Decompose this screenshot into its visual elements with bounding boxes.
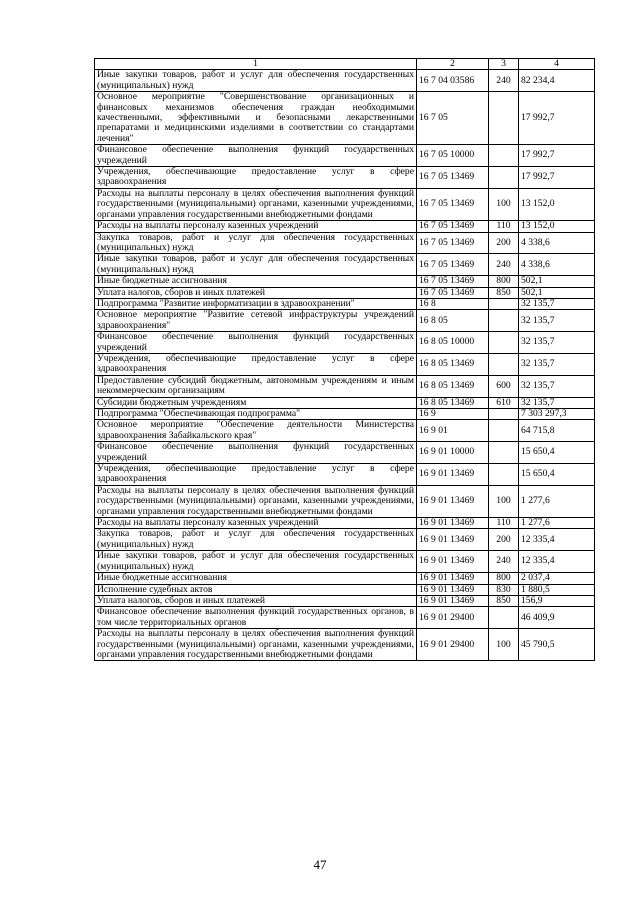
target-item-code-cell: 16 9 01	[417, 420, 489, 442]
expense-type-cell	[489, 145, 519, 167]
table-row	[95, 167, 595, 189]
target-item-code-cell: 16 9	[417, 409, 489, 420]
expense-name-cell: Уплата налогов, сборов и иных платежей	[95, 287, 417, 298]
table-row	[95, 232, 595, 254]
target-item-code-cell: 16 8 05 10000	[417, 332, 489, 354]
expense-name-cell: Исполнение судебных актов	[95, 584, 417, 595]
expense-type-cell	[489, 353, 519, 375]
expense-type-cell	[489, 409, 519, 420]
expense-name-cell: Закупка товаров, работ и услуг для обеспечения государственных (муниципальных) нужд	[95, 232, 417, 254]
table-row	[95, 287, 595, 298]
column-number-1: 1	[95, 59, 417, 70]
table-row	[95, 420, 595, 442]
expense-name-cell: Финансовое обеспечение выполнения функций государственных органов, в том числе территориальных органов	[95, 607, 417, 629]
expense-type-cell: 800	[489, 276, 519, 287]
column-number-3: 3	[489, 59, 519, 70]
target-item-code-cell: 16 9 01 29400	[417, 629, 489, 661]
expense-name-cell: Подпрограмма "Развитие информатизации в здравоохранении"	[95, 298, 417, 309]
table-row	[95, 584, 595, 595]
target-item-code-cell: 16 8 05 13469	[417, 375, 489, 397]
amount-cell: 15 650,4	[519, 464, 595, 486]
target-item-code-cell: 16 7 05 13469	[417, 167, 489, 189]
table-row	[95, 332, 595, 354]
amount-cell: 13 152,0	[519, 221, 595, 232]
target-item-code-cell: 16 7 05	[417, 92, 489, 145]
table-row	[95, 485, 595, 517]
table-row	[95, 397, 595, 408]
target-item-code-cell: 16 9 01 10000	[417, 442, 489, 464]
column-number-2: 2	[417, 59, 489, 70]
expense-type-cell: 110	[489, 518, 519, 529]
target-item-code-cell: 16 7 05 13469	[417, 287, 489, 298]
expense-name-cell: Субсидии бюджетным учреждениям	[95, 397, 417, 408]
expense-name-cell: Иные бюджетные ассигнования	[95, 276, 417, 287]
expense-type-cell: 100	[489, 629, 519, 661]
target-item-code-cell: 16 9 01 29400	[417, 607, 489, 629]
expense-name-cell: Основное мероприятие "Обеспечение деятельности Министерства здравоохранения Забайкальского края"	[95, 420, 417, 442]
expense-type-cell	[489, 442, 519, 464]
amount-cell: 82 234,4	[519, 70, 595, 92]
expense-name-cell: Расходы на выплаты персоналу казенных учреждений	[95, 221, 417, 232]
target-item-code-cell: 16 9 01 13469	[417, 573, 489, 584]
amount-cell: 156,9	[519, 595, 595, 606]
target-item-code-cell: 16 8 05 13469	[417, 353, 489, 375]
target-item-code-cell: 16 7 05 10000	[417, 145, 489, 167]
amount-cell: 1 277,6	[519, 485, 595, 517]
table-row	[95, 518, 595, 529]
target-item-code-cell: 16 9 01 13469	[417, 485, 489, 517]
amount-cell: 32 135,7	[519, 375, 595, 397]
amount-cell: 2 037,4	[519, 573, 595, 584]
table-row	[95, 353, 595, 375]
expense-type-cell	[489, 92, 519, 145]
expense-name-cell: Расходы на выплаты персоналу казенных учреждений	[95, 518, 417, 529]
expense-name-cell: Предоставление субсидий бюджетным, автономным учреждениям и иным некоммерческим организациям	[95, 375, 417, 397]
amount-cell: 502,1	[519, 276, 595, 287]
expense-type-cell: 100	[489, 188, 519, 220]
expense-type-cell: 100	[489, 485, 519, 517]
table-row	[95, 298, 595, 309]
table-row	[95, 409, 595, 420]
expense-name-cell: Финансовое обеспечение выполнения функций государственных учреждений	[95, 442, 417, 464]
amount-cell: 45 790,5	[519, 629, 595, 661]
table-row	[95, 188, 595, 220]
expense-type-cell	[489, 298, 519, 309]
amount-cell: 32 135,7	[519, 397, 595, 408]
table-row	[95, 573, 595, 584]
amount-cell: 12 335,4	[519, 529, 595, 551]
expense-type-cell	[489, 332, 519, 354]
amount-cell: 13 152,0	[519, 188, 595, 220]
expense-type-cell	[489, 167, 519, 189]
budget-table	[94, 58, 595, 661]
target-item-code-cell: 16 9 01 13469	[417, 518, 489, 529]
target-item-code-cell: 16 9 01 13469	[417, 595, 489, 606]
amount-cell: 15 650,4	[519, 442, 595, 464]
expense-type-cell	[489, 464, 519, 486]
table-row	[95, 607, 595, 629]
target-item-code-cell: 16 8 05	[417, 310, 489, 332]
table-row	[95, 221, 595, 232]
amount-cell: 502,1	[519, 287, 595, 298]
budget-table-body	[95, 59, 595, 661]
amount-cell: 17 992,7	[519, 167, 595, 189]
table-row	[95, 310, 595, 332]
target-item-code-cell: 16 7 05 13469	[417, 232, 489, 254]
target-item-code-cell: 16 7 04 03586	[417, 70, 489, 92]
expense-name-cell: Расходы на выплаты персоналу в целях обеспечения выполнения функций государственными (муниципальными) органами, казенными учреждениями, органами управления государственными внебюджетными фондами	[95, 629, 417, 661]
expense-type-cell: 800	[489, 573, 519, 584]
target-item-code-cell: 16 7 05 13469	[417, 276, 489, 287]
expense-type-cell: 850	[489, 287, 519, 298]
amount-cell: 17 992,7	[519, 145, 595, 167]
table-row	[95, 529, 595, 551]
expense-type-cell: 850	[489, 595, 519, 606]
target-item-code-cell: 16 9 01 13469	[417, 551, 489, 573]
table-row	[95, 145, 595, 167]
table-row	[95, 276, 595, 287]
column-number-4: 4	[519, 59, 595, 70]
expense-name-cell: Иные закупки товаров, работ и услуг для обеспечения государственных (муниципальных) нужд	[95, 70, 417, 92]
expense-name-cell: Расходы на выплаты персоналу в целях обеспечения выполнения функций государственными (муниципальными) органами, казенными учреждениями, органами управления государственными внебюджетными фондами	[95, 188, 417, 220]
expense-name-cell: Подпрограмма "Обеспечивающая подпрограмма"	[95, 409, 417, 420]
amount-cell: 7 303 297,3	[519, 409, 595, 420]
amount-cell: 32 135,7	[519, 298, 595, 309]
target-item-code-cell: 16 8	[417, 298, 489, 309]
expense-type-cell: 240	[489, 551, 519, 573]
target-item-code-cell: 16 7 05 13469	[417, 221, 489, 232]
table-row	[95, 92, 595, 145]
expense-name-cell: Иные закупки товаров, работ и услуг для обеспечения государственных (муниципальных) нужд	[95, 551, 417, 573]
expense-type-cell: 200	[489, 529, 519, 551]
expense-type-cell	[489, 310, 519, 332]
expense-name-cell: Основное мероприятие "Развитие сетевой инфраструктуры учреждений здравоохранения"	[95, 310, 417, 332]
table-row	[95, 442, 595, 464]
expense-name-cell: Учреждения, обеспечивающие предоставление услуг в сфере здравоохранения	[95, 464, 417, 486]
expense-type-cell: 110	[489, 221, 519, 232]
table-row	[95, 254, 595, 276]
expense-type-cell: 610	[489, 397, 519, 408]
table-row	[95, 375, 595, 397]
target-item-code-cell: 16 9 01 13469	[417, 464, 489, 486]
expense-type-cell: 830	[489, 584, 519, 595]
amount-cell: 12 335,4	[519, 551, 595, 573]
column-number-row	[95, 59, 595, 70]
table-row	[95, 464, 595, 486]
amount-cell: 32 135,7	[519, 353, 595, 375]
expense-name-cell: Финансовое обеспечение выполнения функций государственных учреждений	[95, 145, 417, 167]
page-number: 47	[313, 857, 327, 872]
table-row	[95, 629, 595, 661]
target-item-code-cell: 16 9 01 13469	[417, 529, 489, 551]
amount-cell: 17 992,7	[519, 92, 595, 145]
table-row	[95, 70, 595, 92]
amount-cell: 4 338,6	[519, 232, 595, 254]
target-item-code-cell: 16 8 05 13469	[417, 397, 489, 408]
target-item-code-cell: 16 9 01 13469	[417, 584, 489, 595]
expense-type-cell: 240	[489, 254, 519, 276]
amount-cell: 64 715,8	[519, 420, 595, 442]
expense-name-cell: Уплата налогов, сборов и иных платежей	[95, 595, 417, 606]
expense-name-cell: Иные закупки товаров, работ и услуг для обеспечения государственных (муниципальных) нужд	[95, 254, 417, 276]
expense-type-cell	[489, 420, 519, 442]
table-row	[95, 595, 595, 606]
target-item-code-cell: 16 7 05 13469	[417, 188, 489, 220]
amount-cell: 4 338,6	[519, 254, 595, 276]
expense-name-cell: Учреждения, обеспечивающие предоставление услуг в сфере здравоохранения	[95, 167, 417, 189]
expense-type-cell: 200	[489, 232, 519, 254]
amount-cell: 32 135,7	[519, 332, 595, 354]
amount-cell: 46 409,9	[519, 607, 595, 629]
expense-type-cell: 600	[489, 375, 519, 397]
expense-name-cell: Основное мероприятие "Совершенствование организационных и финансовых механизмов обеспечения граждан необходимыми качественными, эффективными и безопасными лекарственными препаратами и медицинскими изделиями в соответствии со стандартами лечения"	[95, 92, 417, 145]
expense-name-cell: Иные бюджетные ассигнования	[95, 573, 417, 584]
expense-type-cell: 240	[489, 70, 519, 92]
expense-name-cell: Расходы на выплаты персоналу в целях обеспечения выполнения функций государственными (муниципальными) органами, казенными учреждениями, органами управления государственными внебюджетными фондами	[95, 485, 417, 517]
expense-type-cell	[489, 607, 519, 629]
table-row	[95, 551, 595, 573]
amount-cell: 1 277,6	[519, 518, 595, 529]
target-item-code-cell: 16 7 05 13469	[417, 254, 489, 276]
expense-name-cell: Финансовое обеспечение выполнения функций государственных учреждений	[95, 332, 417, 354]
amount-cell: 1 880,5	[519, 584, 595, 595]
expense-name-cell: Учреждения, обеспечивающие предоставление услуг в сфере здравоохранения	[95, 353, 417, 375]
expense-name-cell: Закупка товаров, работ и услуг для обеспечения государственных (муниципальных) нужд	[95, 529, 417, 551]
amount-cell: 32 135,7	[519, 310, 595, 332]
